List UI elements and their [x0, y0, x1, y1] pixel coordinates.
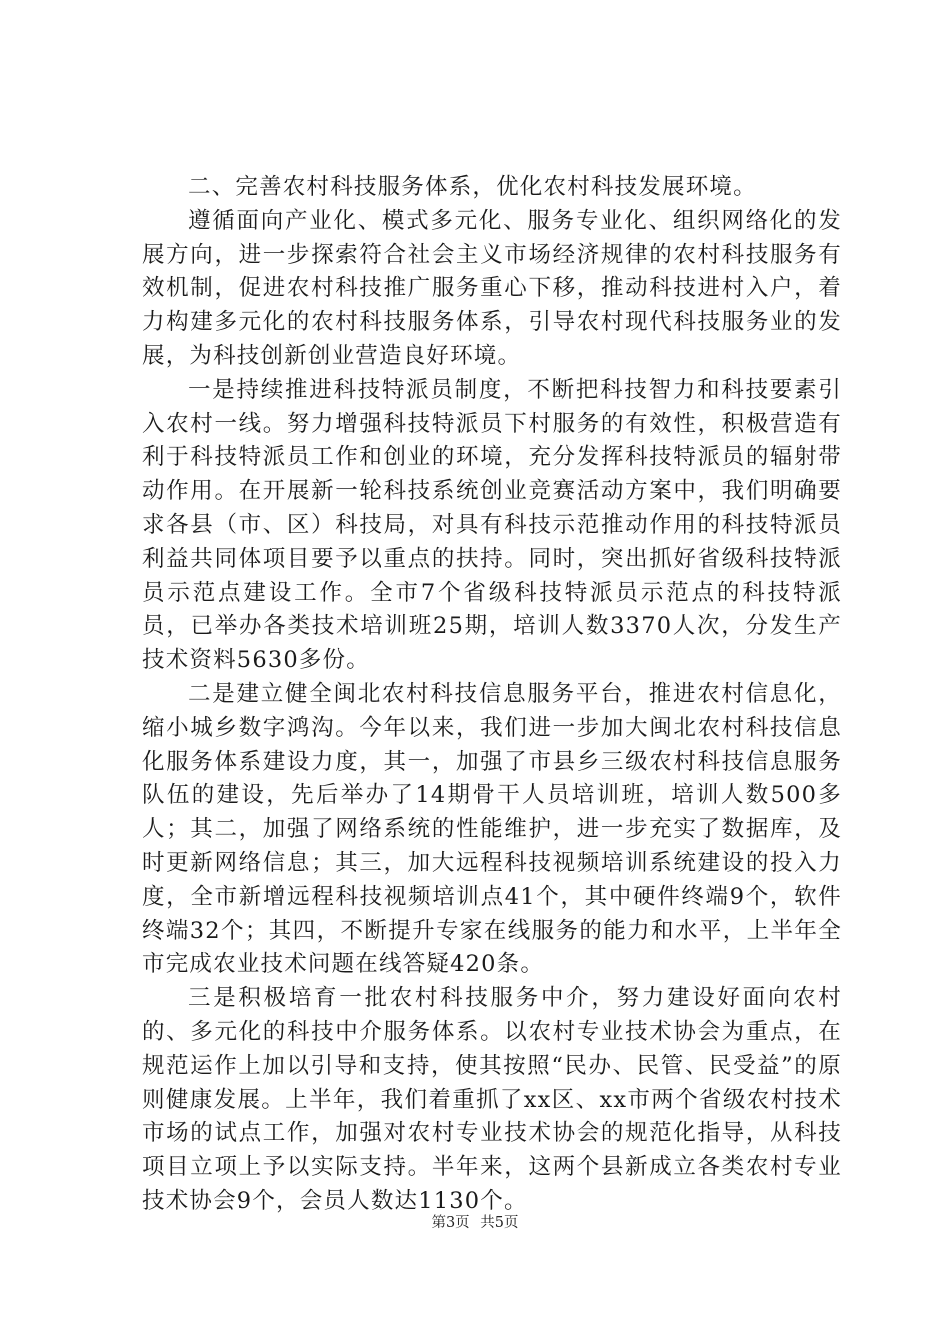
document-body — [142, 171, 842, 1219]
paragraph-point-two: 二是建立健全闽北农村科技信息服务平台，推进农村信息化，缩小城乡数字鸿沟。今年以来，我们进一步加大闽北农村科技信息化服务体系建设力度，其一，加强了市县乡三级农村科技信息服务队伍的建设，先后举办了14期骨干人员培训班，培训人数500多人；其二，加强了网络系统的性能维护，进一步充实了数据库，及时更新网络信息；其三，加大远程科技视频培训系统建设的投入力度，全市新增远程科技视频培训点41个，其中硬件终端9个，软件终端32个；其四，不断提升专家在线服务的能力和水平，上半年全市完成农业技术问题在线答疑420条。 — [142, 680, 842, 978]
paragraph-point-one: 一是持续推进科技特派员制度，不断把科技智力和科技要素引入农村一线。努力增强科技特派员下村服务的有效性，积极营造有利于科技特派员工作和创业的环境，充分发挥科技特派员的辐射带动作用。在开展新一轮科技系统创业竞赛活动方案中，我们明确要求各县（市、区）科技局，对具有科技示范推动作用的科技特派员利益共同体项目要予以重点的扶持。同时，突出抓好省级科技特派员示范点建设工作。全市7个省级科技特派员示范点的科技特派员，已举办各类技术培训班25期，培训人数3370人次，分发生产技术资料5630多份。 — [142, 376, 842, 674]
page-number-total: 共5页 — [480, 1215, 519, 1231]
page-footer — [0, 1213, 950, 1233]
page-number-current: 第3页 — [431, 1215, 470, 1231]
section-heading: 二、完善农村科技服务体系，优化农村科技发展环境。 — [188, 174, 757, 200]
paragraph-intro: 遵循面向产业化、模式多元化、服务专业化、组织网络化的发展方向，进一步探索符合社会主义市场经济规律的农村科技服务有效机制，促进农村科技推广服务重心下移，推动科技进村入户，着力构建多元化的农村科技服务体系，引导农村现代科技服务业的发展，为科技创新创业营造良好环境。 — [142, 207, 842, 369]
paragraph-point-three: 三是积极培育一批农村科技服务中介，努力建设好面向农村的、多元化的科技中介服务体系。以农村专业技术协会为重点，在规范运作上加以引导和支持，使其按照“民办、民管、民受益”的原则健康发展。上半年，我们着重抓了xx区、xx市两个省级农村技术市场的试点工作，加强对农村专业技术协会的规范化指导，从科技项目立项上予以实际支持。半年来，这两个县新成立各类农村专业技术协会9个，会员人数达1130个。 — [142, 985, 842, 1214]
